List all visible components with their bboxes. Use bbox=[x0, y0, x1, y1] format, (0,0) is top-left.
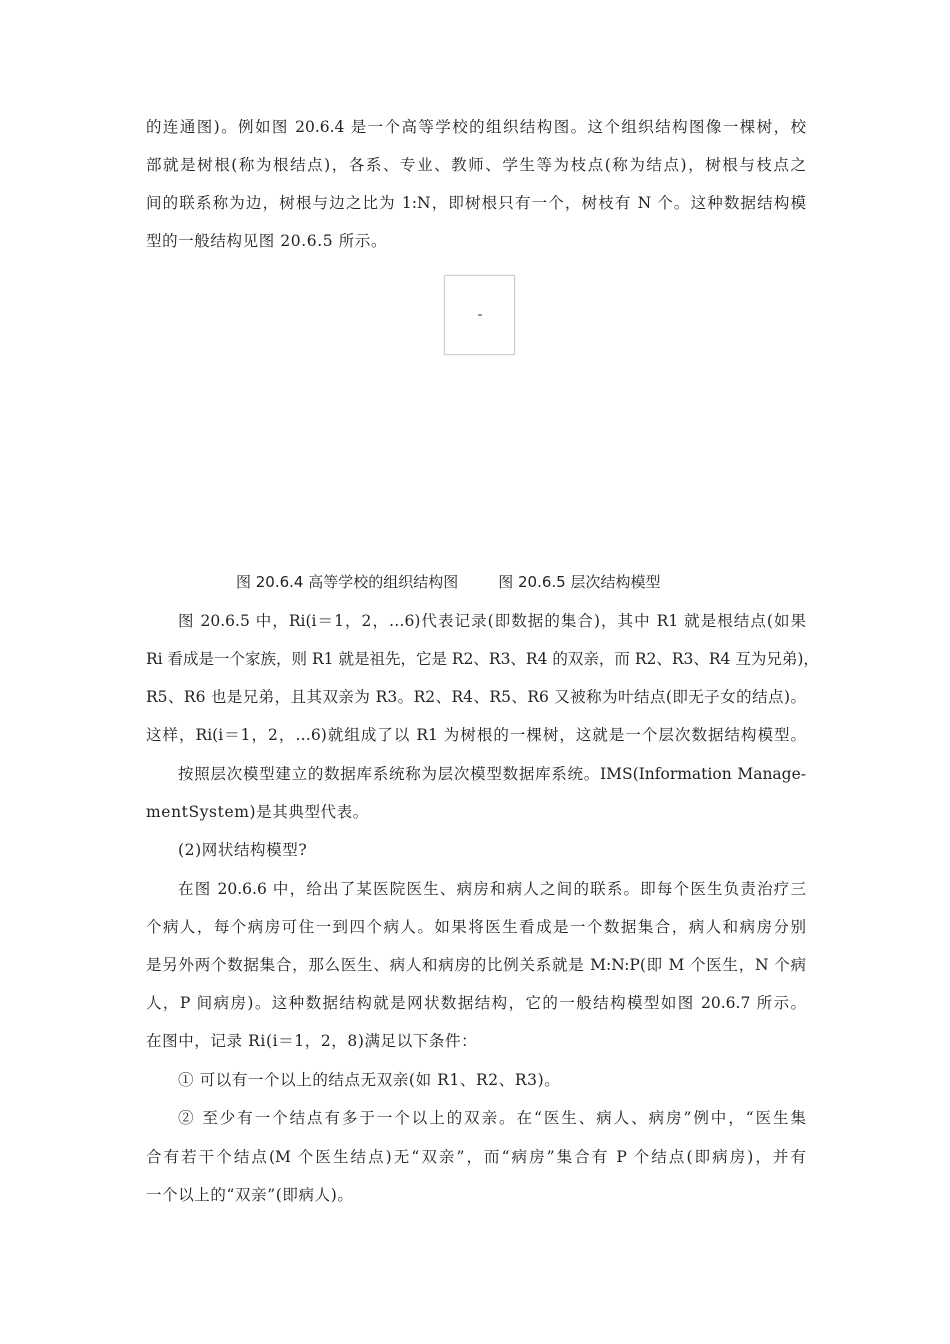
condition-2-line-2: 合有若干个结点(M 个医生结点)无“双亲”，而“病房”集合有 P 个结点(即病房)，并有 bbox=[146, 1148, 806, 1166]
para3-line-3: 是另外两个数据集合，那么医生、病人和病房的比例关系就是 M:N:P(即 M 个医生，N 个病 bbox=[146, 956, 806, 974]
para1-line-4: 这样，Ri(i＝1，2，…6)就组成了以 R1 为树根的一棵树，这就是一个层次数据结构模型。 bbox=[146, 726, 806, 744]
intro-line-1: 的连通图)。例如图 20.6.4 是一个高等学校的组织结构图。这个组织结构图像一棵树，校 bbox=[146, 118, 806, 136]
para3-line-1: 在图 20.6.6 中，给出了某医院医生、病房和病人之间的联系。即每个医生负责治疗三 bbox=[178, 880, 806, 898]
intro-line-2: 部就是树根(称为根结点)，各系、专业、教师、学生等为枝点(称为结点)，树根与枝点之 bbox=[146, 156, 806, 174]
condition-2-line-1: ② 至少有一个结点有多于一个以上的双亲。在“医生、病人、病房”例中，“医生集 bbox=[178, 1109, 806, 1127]
para2-line-2: mentSystem)是其典型代表。 bbox=[146, 803, 369, 821]
intro-line-4: 型的一般结构见图 20.6.5 所示。 bbox=[146, 232, 388, 250]
para2-line-1: 按照层次模型建立的数据库系统称为层次模型数据库系统。IMS(Information Manage- bbox=[178, 765, 806, 783]
para3-line-5: 在图中，记录 Ri(i＝1，2，8)满足以下条件： bbox=[146, 1032, 478, 1050]
figure-captions bbox=[236, 572, 661, 592]
intro-line-3: 间的联系称为边，树根与边之比为 1:N，即树根只有一个，树枝有 N 个。这种数据结构模 bbox=[146, 194, 806, 212]
caption-figure-20-6-4: 图 20.6.4 高等学校的组织结构图 bbox=[236, 573, 459, 591]
para1-line-1: 图 20.6.5 中，Ri(i＝1，2，…6)代表记录(即数据的集合)，其中 R1 就是根结点(如果 bbox=[178, 612, 806, 630]
section-heading: (2)网状结构模型? bbox=[178, 841, 308, 859]
para1-line-2: Ri 看成是一个家族，则 R1 就是祖先，它是 R2、R3、R4 的双亲，而 R2、R3、R4 互为兄弟)， bbox=[146, 650, 819, 668]
condition-2-line-3: 一个以上的“双亲”(即病人)。 bbox=[146, 1186, 354, 1204]
para3-line-2: 个病人，每个病房可住一到四个病人。如果将医生看成是一个数据集合，病人和病房分别 bbox=[146, 918, 806, 936]
para3-line-4: 人，P 间病房)。这种数据结构就是网状数据结构，它的一般结构模型如图 20.6.7 所示。 bbox=[146, 994, 806, 1012]
figure-placeholder-image bbox=[444, 275, 515, 355]
condition-1: ① 可以有一个以上的结点无双亲(如 R1、R2、R3)。 bbox=[178, 1071, 561, 1089]
broken-image-icon bbox=[478, 314, 482, 316]
para1-line-3: R5、R6 也是兄弟，且其双亲为 R3。R2、R4、R5、R6 又被称为叶结点(即无子女的结点)。 bbox=[146, 688, 806, 706]
caption-figure-20-6-5: 图 20.6.5 层次结构模型 bbox=[498, 573, 661, 591]
